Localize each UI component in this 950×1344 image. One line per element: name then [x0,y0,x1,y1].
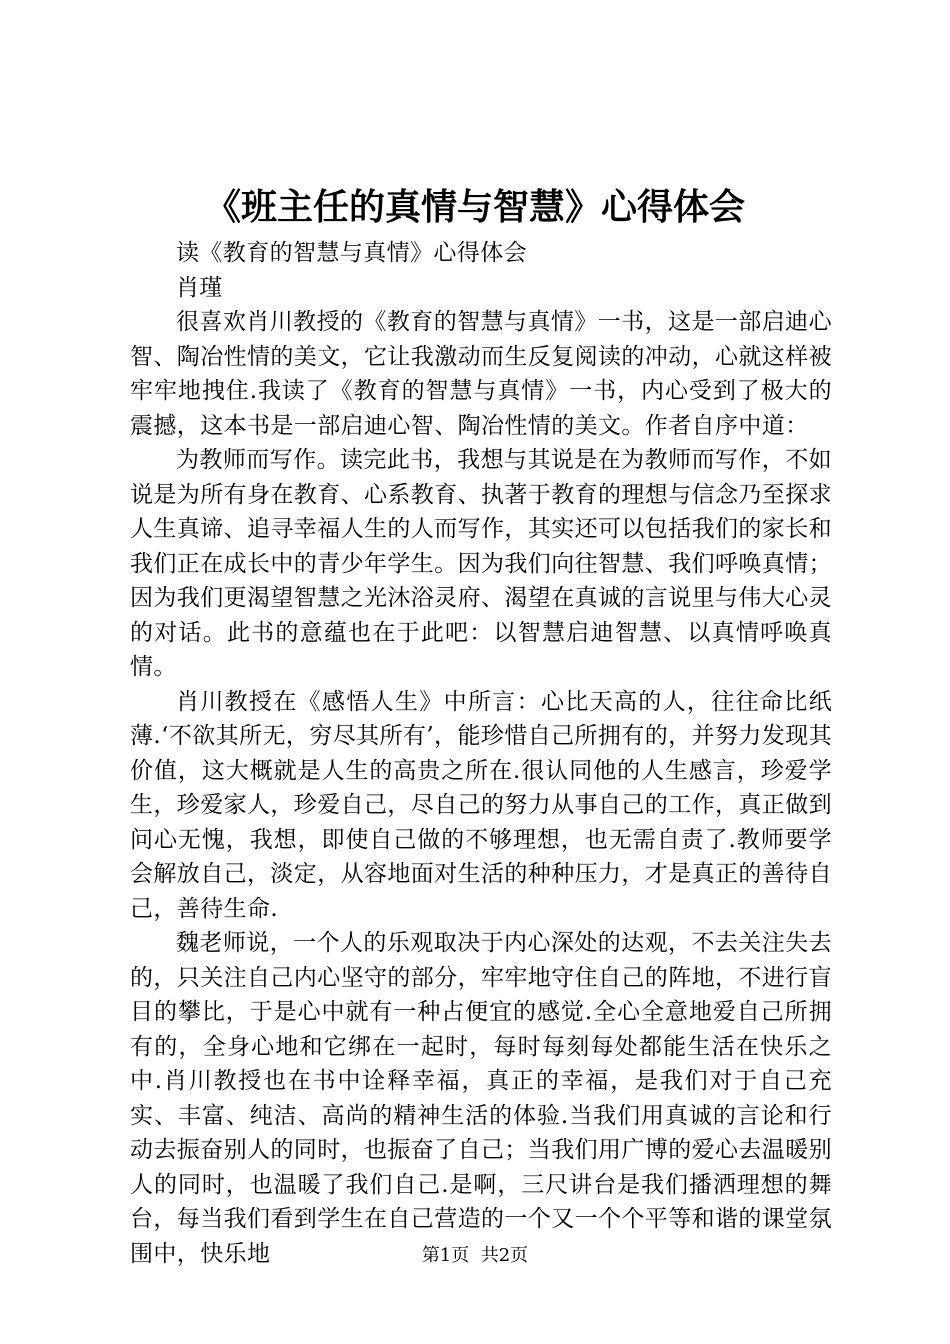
paragraph: 为教师而写作。读完此书，我想与其说是在为教师而写作，不如说是为所有身在教育、心系教育、执著于教育的理想与信念乃至探求人生真谛、追寻幸福人生的人而写作，其实还可以包括我们的家长和我们正在成长中的青少年学生。因为我们向往智慧、我们呼唤真情；因为我们更渴望智慧之光沐浴灵府、渴望在真诚的言说里与伟大心灵的对话。此书的意蕴也在于此吧：以智慧启迪智慧、以真情呼唤真情。 [130,447,832,680]
subtitle-line: 读《教育的智慧与真情》心得体会 [176,240,527,266]
document-body [130,236,832,1271]
document-title: 《班主任的真情与智慧》心得体会 [204,186,745,228]
page-total: 共2页 [480,1245,529,1266]
page-footer [0,1243,950,1269]
paragraph: 很喜欢肖川教授的《教育的智慧与真情》一书，这是一部启迪心智、陶冶性情的美文，它让我激动而生反复阅读的冲动，心就这样被牢牢地拽住.我读了《教育的智慧与真情》一书，内心受到了极大的震撼，这本书是一部启迪心智、陶冶性情的美文。作者自序中道： [130,309,832,439]
footer-spacer [469,1245,480,1266]
author-line: 肖瑾 [176,274,223,301]
page-number: 第1页 [421,1245,470,1266]
paragraph: 魏老师说，一个人的乐观取决于内心深处的达观，不去关注失去的，只关注自己内心坚守的部分，牢牢地守住自己的阵地，不进行盲目的攀比，于是心中就有一种占便宜的感觉.全心全意地爱自己所拥有的，全身心地和它绑在一起时，每时每刻每处都能生活在快乐之中.肖川教授也在书中诠释幸福，真正的幸福，是我们对于自己充实、丰富、纯洁、高尚的精神生活的体验.当我们用真诚的言论和行动去振奋别人的同时，也振奋了自己；当我们用广博的爱心去温暖别人的同时，也温暖了我们自己.是啊，三尺讲台是我们播洒理想的舞台，每当我们看到学生在自己营造的一个又一个个平等和谐的课堂氛围中，快乐地 [130,930,832,1267]
paragraph: 肖川教授在《感悟人生》中所言：心比天高的人，往往命比纸薄.‘不欲其所无，穷尽其所有’，能珍惜自己所拥有的，并努力发现其价值，这大概就是人生的高贵之所在.很认同他的人生感言，珍爱学生，珍爱家人，珍爱自己，尽自己的努力从事自己的工作，真正做到问心无愧，我想，即使自己做的不够理想，也无需自责了.教师要学会解放自己，淡定，从容地面对生活的种种压力，才是真正的善待自己，善待生命. [130,688,832,922]
